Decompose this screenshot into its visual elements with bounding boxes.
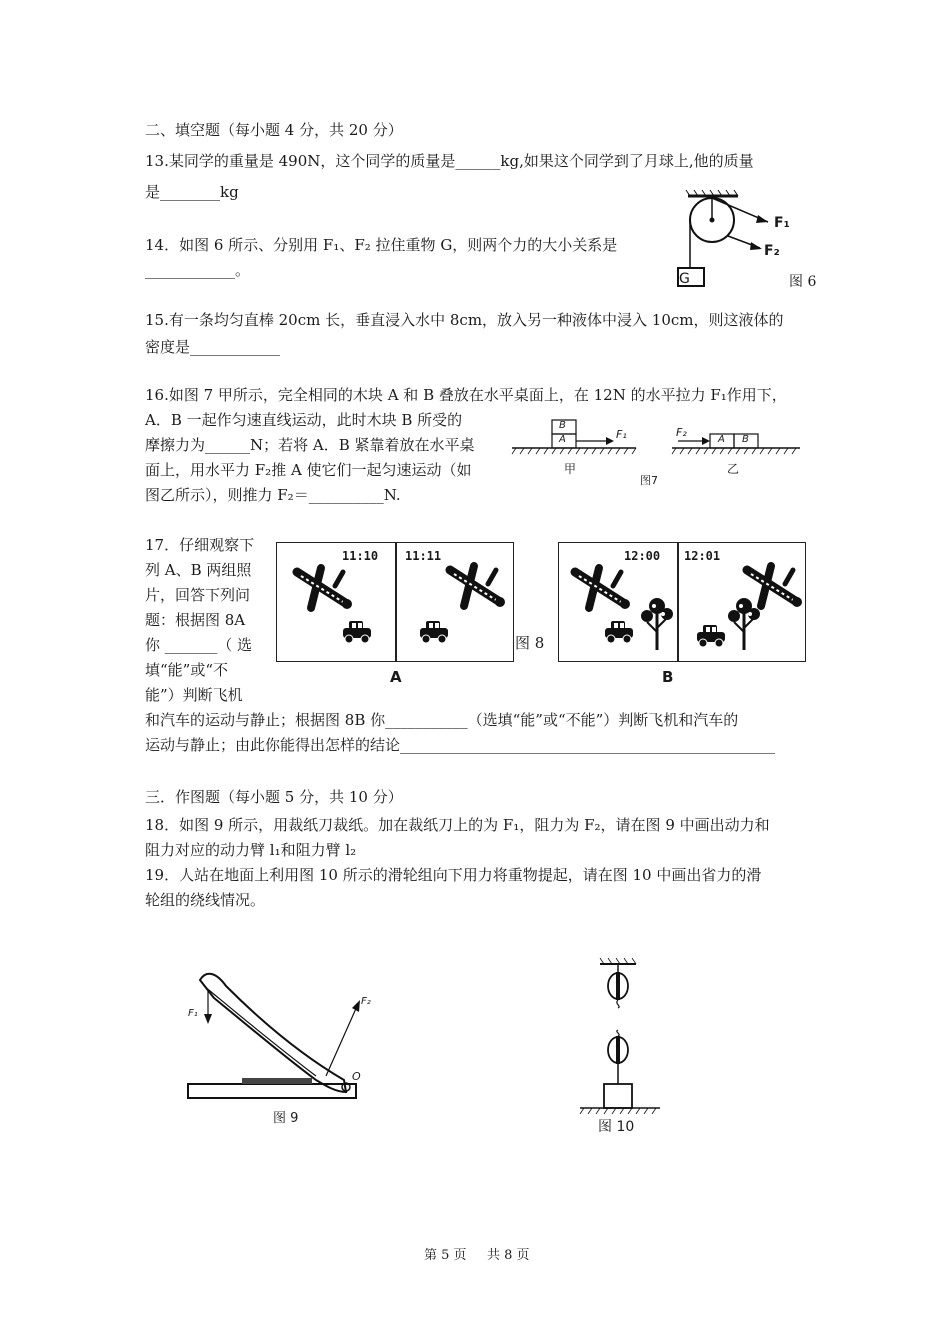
q17-line4: 题：根据图 8A <box>145 611 246 629</box>
fig7-jia: 甲 <box>564 462 577 476</box>
q17-line9: 运动与静止；由此你能得出怎样的结论__________________________________________________ <box>145 736 776 754</box>
q13-line2: 是________kg <box>145 183 239 201</box>
q19-line1: 19．人站在地面上利用图 10 所示的滑轮组向下用力将重物提起，请在图 10 中画出省力的滑 <box>145 866 762 884</box>
fig7-f1: F₁ <box>616 428 627 441</box>
fig9-caption: 图 9 <box>273 1111 299 1126</box>
figure-9-paper-cutter <box>186 968 376 1108</box>
fig7-caption: 图7 <box>640 474 658 487</box>
footer-total: 共 8 页 <box>487 1248 530 1263</box>
fig9-f2: F₂ <box>361 996 371 1007</box>
q16-line1: 16.如图 7 甲所示，完全相同的木块 A 和 B 叠放在水平桌面上，在 12N 的水平拉力 F₁作用下， <box>145 386 787 404</box>
fig8b-plane-2 <box>747 566 802 607</box>
footer-page: 第 5 页 <box>424 1248 467 1263</box>
fig8a-label: A <box>390 668 402 686</box>
q18-line2: 阻力对应的动力臂 l₁和阻力臂 l₂ <box>145 841 357 859</box>
q17-line2: 列 A、B 两组照 <box>145 561 252 579</box>
figure-10-pulley-system <box>576 958 666 1118</box>
q18-line1: 18．如图 9 所示，用裁纸刀裁纸。加在裁纸刀上的为 F₁，阻力为 F₂，请在图 9 中画出动力和 <box>145 816 770 834</box>
figure-7-blocks <box>508 418 808 458</box>
fig8a-car-1 <box>343 621 371 643</box>
q15-line2: 密度是____________ <box>145 338 281 356</box>
fig8a-car-2 <box>420 621 448 643</box>
fig10-caption: 图 10 <box>598 1119 635 1135</box>
q14-line2: ____________。 <box>145 261 251 279</box>
fig8b-tree-1 <box>641 598 673 650</box>
fig6-g-label: G <box>679 271 690 287</box>
q16-line4: 面上，用水平力 F₂推 A 使它们一起匀速运动（如 <box>145 461 472 479</box>
q16-line5: 图乙所示），则推力 F₂＝__________N. <box>145 486 401 504</box>
q15-line1: 15.有一条均匀直棒 20cm 长，垂直浸入水中 8cm，放入另一种液体中浸入 10cm，则这液体的 <box>145 311 784 329</box>
fig6-caption: 图 6 <box>789 274 817 290</box>
fig8a-plane-2 <box>450 566 505 607</box>
q17-line7: 能”）判断飞机 <box>145 686 243 704</box>
fig9-f1: F₁ <box>188 1008 198 1019</box>
fig8b-time-1: 12:00 <box>624 549 661 563</box>
q17-line6: 填“能”或“不 <box>145 661 229 679</box>
fig7-block-b-right: B <box>742 434 749 445</box>
fig7-f2: F₂ <box>676 426 687 439</box>
q16-line3: 摩擦力为______N；若将 A．B 紧靠着放在水平桌 <box>145 436 475 454</box>
fig7-yi: 乙 <box>727 462 740 476</box>
fig8b-plane-1 <box>575 568 630 609</box>
section3-heading: 三．作图题（每小题 5 分，共 10 分） <box>145 788 403 806</box>
q17-line8: 和汽车的运动与静止；根据图 8B 你___________（选填“能”或“不能”）判断飞机和汽车的 <box>145 711 739 729</box>
q17-line1: 17．仔细观察下 <box>145 536 255 554</box>
fig8a-plane-1 <box>297 568 352 609</box>
fig6-f1-label: F₁ <box>774 215 790 231</box>
q16-line2: A．B 一起作匀速直线运动，此时木块 B 所受的 <box>145 411 463 429</box>
fig9-o: O <box>352 1070 361 1083</box>
fig8b-label: B <box>662 668 674 686</box>
fig7-block-b-upper: B <box>559 420 566 431</box>
q13-line1: 13.某同学的重量是 490N，这个同学的质量是______kg,如果这个同学到了月球上,他的质量 <box>145 152 754 170</box>
fig8b-car-2 <box>697 625 725 647</box>
fig8b-car-1 <box>605 621 633 643</box>
q19-line2: 轮组的绕线情况。 <box>145 891 266 909</box>
q17-line3: 片，回答下列问 <box>145 586 251 604</box>
fig8b-time-2: 12:01 <box>684 549 721 563</box>
fig6-f2-label: F₂ <box>764 243 780 259</box>
fig7-block-a-right: A <box>718 434 725 445</box>
q17-line5: 你 _______（ 选 <box>145 636 253 654</box>
fig8a-time-2: 11:11 <box>405 549 442 563</box>
fig8b-tree-2 <box>728 598 760 650</box>
fig8a-time-1: 11:10 <box>342 549 379 563</box>
section2-heading: 二、填空题（每小题 4 分，共 20 分） <box>145 121 403 139</box>
q14-line1: 14．如图 6 所示、分别用 F₁、F₂ 拉住重物 G，则两个力的大小关系是 <box>145 236 618 254</box>
fig7-block-a-lower: A <box>559 434 566 445</box>
figure-8-drawings <box>270 540 830 670</box>
fig8-caption: 图 8 <box>515 634 545 652</box>
